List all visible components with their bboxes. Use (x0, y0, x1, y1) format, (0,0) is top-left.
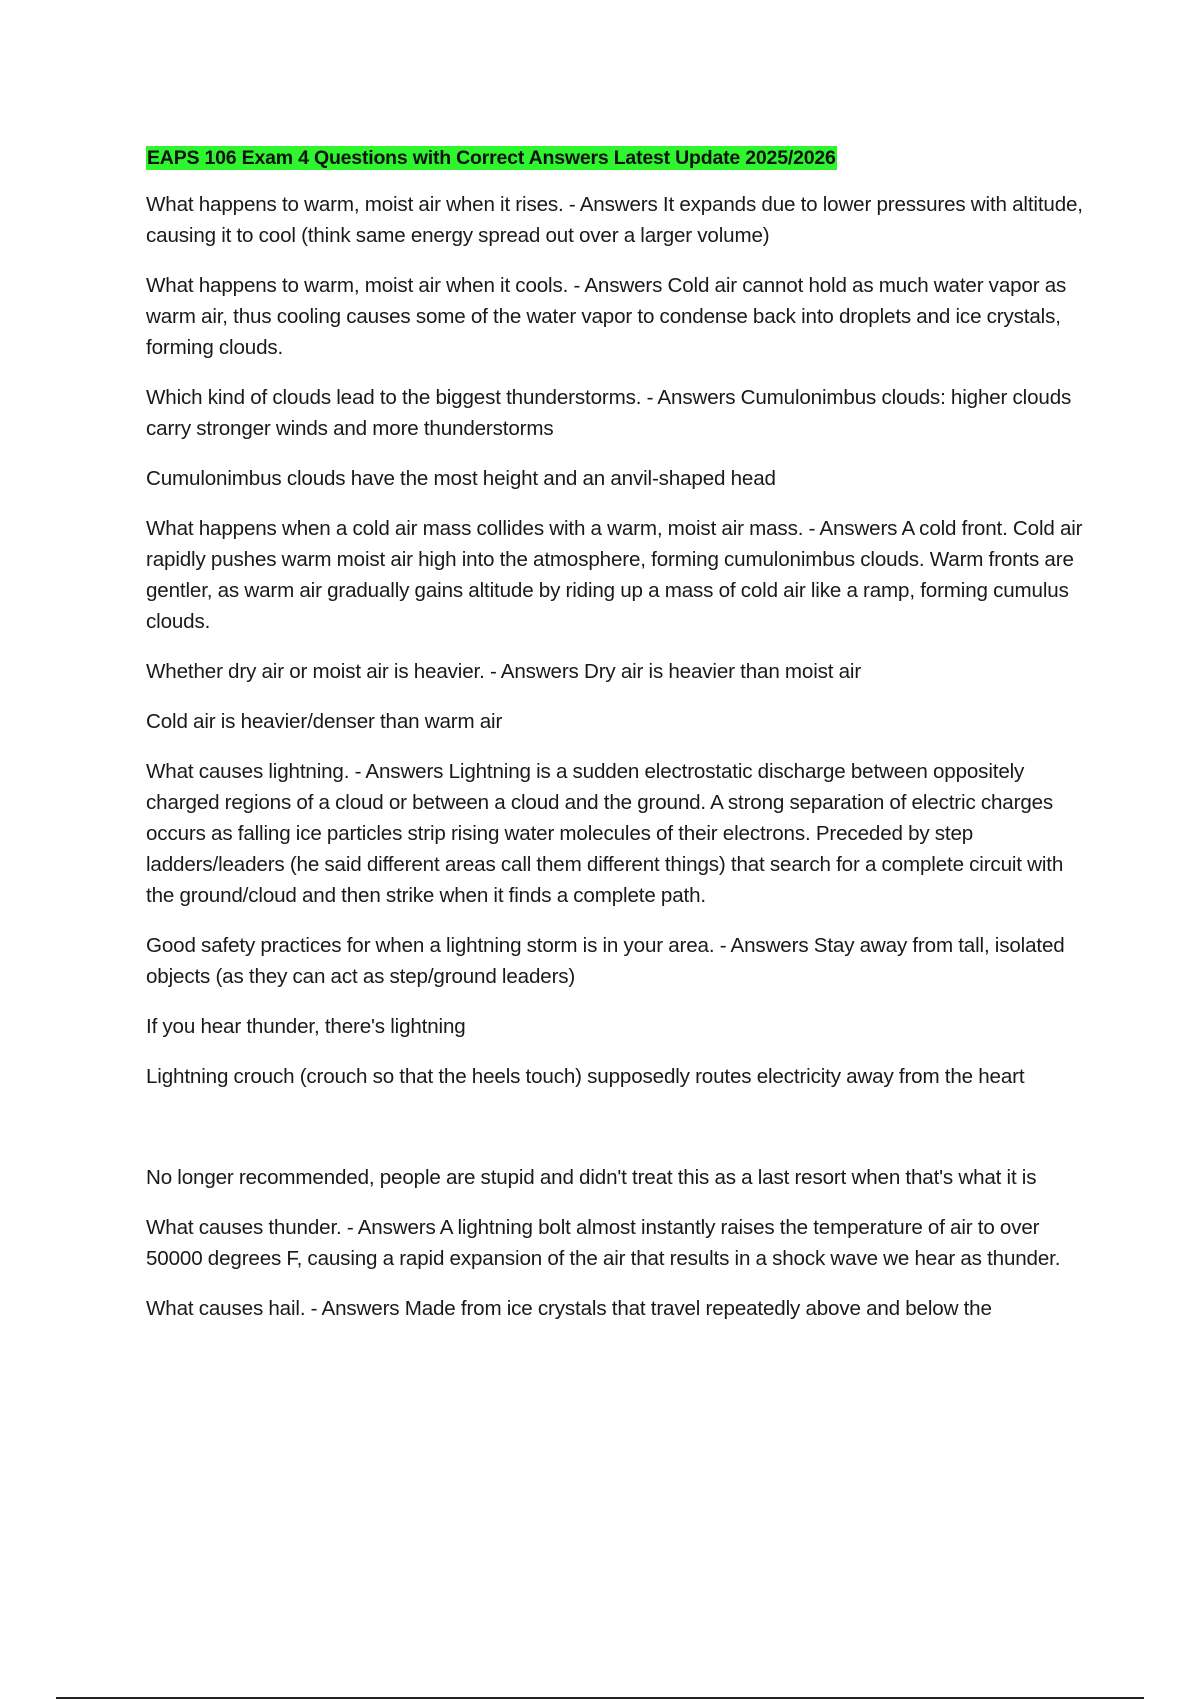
qa-paragraph: Good safety practices for when a lightning storm is in your area. - Answers Stay away from tall, isolated objects (as they can act as step/ground leaders) (146, 934, 1065, 988)
note-paragraph: Cold air is heavier/denser than warm air (146, 710, 503, 733)
title-line (146, 142, 1096, 175)
footer-divider (56, 1697, 1144, 1699)
note-paragraph: Lightning crouch (crouch so that the heels touch) supposedly routes electricity away from the heart (146, 1065, 1025, 1088)
document-title: EAPS 106 Exam 4 Questions with Correct Answers Latest Update 2025/2026 (147, 147, 836, 169)
note-paragraph: Cumulonimbus clouds have the most height and an anvil-shaped head (146, 467, 776, 490)
qa-paragraph: What causes hail. - Answers Made from ice crystals that travel repeatedly above and below the (146, 1297, 992, 1320)
qa-paragraph: What causes thunder. - Answers A lightning bolt almost instantly raises the temperature of air to over 50000 degrees F, causing a rapid expansion of the air that results in a shock wave we hear as thunder. (146, 1216, 1061, 1270)
qa-paragraph: What happens when a cold air mass collides with a warm, moist air mass. - Answers A cold front. Cold air rapidly pushes warm moist air high into the atmosphere, forming cumulonimbus clouds. Warm fronts are gentler, as warm air gradually gains altitude by riding up a mass of cold air like a ramp, forming cumulus clouds. (146, 517, 1083, 633)
qa-paragraph: Which kind of clouds lead to the biggest thunderstorms. - Answers Cumulonimbus clouds: higher clouds carry stronger winds and more thunderstorms (146, 386, 1072, 440)
qa-paragraph: Whether dry air or moist air is heavier. - Answers Dry air is heavier than moist air (146, 660, 862, 683)
document-body (146, 142, 1096, 1343)
qa-paragraph: What causes lightning. - Answers Lightning is a sudden electrostatic discharge between oppositely charged regions of a cloud or between a cloud and the ground. A strong separation of electric charges occurs as falling ice particles strip rising water molecules of their electrons. Preceded by step ladders/leaders (he said different areas call them different things) that search for a complete circuit with the ground/cloud and then strike when it finds a complete path. (146, 760, 1064, 907)
note-paragraph: No longer recommended, people are stupid and didn't treat this as a last resort when that's what it is (146, 1166, 1037, 1189)
qa-paragraph: What happens to warm, moist air when it cools. - Answers Cold air cannot hold as much water vapor as warm air, thus cooling causes some of the water vapor to condense back into droplets and ice crystals, forming clouds. (146, 274, 1067, 359)
note-paragraph: If you hear thunder, there's lightning (146, 1015, 466, 1038)
qa-paragraph: What happens to warm, moist air when it rises. - Answers It expands due to lower pressures with altitude, causing it to cool (think same energy spread out over a larger volume) (146, 193, 1083, 247)
